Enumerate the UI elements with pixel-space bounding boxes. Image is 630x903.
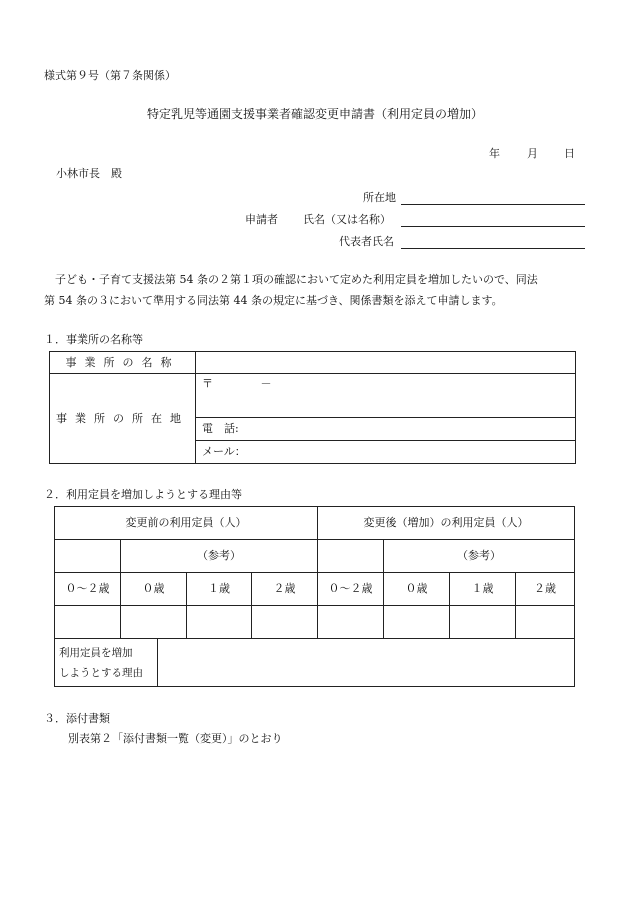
before-value-age1[interactable] [187,606,252,639]
form-number: 様式第９号（第７条関係） [44,69,176,82]
after-value-age2[interactable] [516,606,575,639]
after-blank [318,540,384,573]
before-col-age0: ０歳 [121,573,187,606]
before-value-total[interactable] [55,606,121,639]
before-ref: （参考） [121,540,318,573]
after-value-age1[interactable] [450,606,516,639]
after-value-total[interactable] [318,606,384,639]
postal-cell[interactable] [196,374,576,418]
section3-heading: ３．添付書類 [44,712,110,725]
postal-mark: 〒 [202,377,213,390]
applicant-label: 申請者 [245,213,278,226]
facility-table [49,351,576,464]
facility-name-input[interactable] [196,352,576,374]
before-col-age2: ２歳 [252,573,318,606]
address-label: 所在地 [363,191,396,204]
attachments-text: 別表第２「添付書類一覧（変更）」のとおり [68,732,283,745]
after-col-age1: １歳 [450,573,516,606]
date-month: 月 [527,147,538,160]
representative-field[interactable] [401,248,585,249]
body-line-2: 第 54 条の３において準用する同法第 44 条の規定に基づき、関係書類を添えて申請します。 [44,294,503,307]
body-line-1: 子ども・子育て支援法第 54 条の２第１項の確認において定めた利用定員を増加したいので、同法 [44,273,538,286]
before-value-age2[interactable] [252,606,318,639]
reason-label-line-1: 利用定員を増加 [59,646,133,659]
name-label: 氏名（又は名称） [303,213,391,226]
document-title: 特定乳児等通園支援事業者確認変更申請書（利用定員の増加） [146,107,483,121]
phone-cell[interactable]: 電 話: [196,418,576,441]
reason-label [55,639,158,687]
representative-label: 代表者氏名 [339,235,394,248]
name-field[interactable] [401,226,585,227]
addressee: 小林市長 殿 [56,167,122,180]
after-col-age2: ２歳 [516,573,575,606]
facility-name-label: 事業所の名称 [50,352,196,374]
after-value-age0[interactable] [384,606,450,639]
after-col-total: ０～２歳 [318,573,384,606]
facility-location-label: 事業所の所在地 [50,374,196,464]
after-ref: （参考） [384,540,575,573]
reason-label-line-2: しようとする理由 [59,666,143,679]
date-day: 日 [564,147,575,160]
section1-heading: １．事業所の名称等 [44,333,143,346]
before-blank [55,540,121,573]
before-header: 変更前の利用定員（人） [55,507,318,540]
after-header: 変更後（増加）の利用定員（人） [318,507,575,540]
mail-cell[interactable]: メール： [196,441,576,464]
date-year: 年 [489,147,500,160]
postal-dash: － [260,377,272,390]
address-field[interactable] [401,204,585,205]
before-value-age0[interactable] [121,606,187,639]
section2-heading: ２．利用定員を増加しようとする理由等 [44,488,242,501]
reason-input[interactable] [158,639,575,687]
capacity-table [54,506,575,687]
before-col-total: ０～２歳 [55,573,121,606]
before-col-age1: １歳 [187,573,252,606]
after-col-age0: ０歳 [384,573,450,606]
